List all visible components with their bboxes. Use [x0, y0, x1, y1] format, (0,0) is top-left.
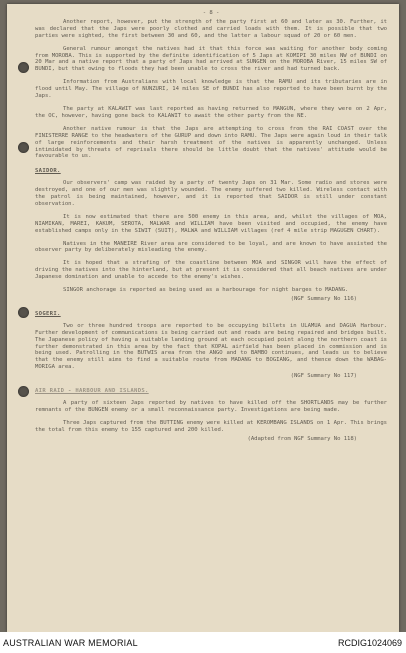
paragraph: Our observers' camp was raided by a party of twenty Japs on 31 Mar. Some radio and stores were destroyed, and one of our men was slightly wounded. The enemy suffered two killed. Wireless contact with the patrol is being maintained, however, and it is reported that SAIDOR is still under constant observation. [35, 180, 387, 207]
page-number: - 8 - [202, 10, 220, 16]
paragraph: Another report, however, put the strength of the party first at 60 and later as 30. Further, it was declared that the Japs were poorly clothed and carried loads with them. It is possible that two parties were sighted, the first between 30 and 60, and the latter a labour squad of 20 or 60 men. [35, 18, 387, 39]
paragraph: General rumour amongst the natives had it that this force was waiting for another body coming from MOROBA. This is supported by the definite identification of 5 Japs at KOMIPI 30 miles NW of BUNDI on 20 Mar and a native report that a party of Japs had arrived at SUNGEN on the MOROBA River, 15 miles SW of BUNDI, but that owing to floods they had been unable to cross the river and had turned back. [35, 45, 387, 73]
paragraph: Information from Australians with local knowledge is that the RAMU and its tributaries are in flood until May. The village of NUNZURI, 14 miles SE of BUNDI has also reported to have been burnt by the Japs. [35, 79, 387, 100]
archive-footer [0, 632, 406, 653]
record-id-label: RCDIG1024069 [337, 638, 402, 648]
source-reference: (Adapted from NGF Summary No 118) [247, 435, 357, 442]
source-reference: (NGF Summary No 117) [290, 373, 357, 380]
punch-hole [18, 386, 29, 397]
source-reference: (NGF Summary No 116) [290, 296, 357, 302]
paragraph: It is now estimated that there are 500 enemy in this area, and, whilst the villages of MOA, NIAMIKAN, MAREI, KAKUM, SEROTA, MALWAR and WILLIAM have been visited and occupied, the enemy have established camps only in the SIWIT (SUIT), MALWA and WILLIAM villages (ref 4 mile strip MAGUGEN CHART). [35, 213, 387, 234]
paragraph: SINGOR anchorage is reported as being used as a harbourage for night barges to MADANG. [63, 287, 349, 294]
section-heading-saidor: SAIDOR. [35, 168, 61, 175]
document-page [7, 4, 399, 632]
punch-hole [18, 307, 29, 318]
paragraph: The party at KALAWIT was last reported as having returned to MANGUN, where they were on 2 Apr, the OC, however, having gone back to KALAWIT to await the other party from the NE. [35, 105, 387, 119]
section-heading-sogeri: SOGERI. [35, 310, 61, 317]
typed-text-body [35, 10, 387, 449]
paragraph: A party of sixteen Japs reported by natives to have killed off the SHORTLANDS may be further remnants of the BUNGEN enemy or a small reconnaissance party. Investigations are being made. [35, 399, 387, 413]
paragraph: Another native rumour is that the Japs are attempting to cross from the RAI COAST over the FINISTERRE RANGE to the headwaters of the GURUP and down into RAMU. The Japs were again loud in their talk of large reinforcements and their harsh treatment of the natives is apparently unchanged. Unless intimidated by threats of reprisals there should be little doubt that the natives' attitude would be favourable to us. [35, 125, 387, 160]
paragraph: It is hoped that a strafing of the coastline between MOA and SINGOR will have the effect of driving the natives into the hinterland, but at present it is considered that all beach natives are under Japanese domination and unable to accede to the enemy's wishes. [35, 260, 387, 281]
paragraph: Two or three hundred troops are reported to be occupying billets in ULAMUA and DAGUA Harbour. Further development of communications is being carried out and roads are being repaired and bridges built. The Japanese policy of having a suitable landing ground at each occupied point along the northern coast is further demonstrated in this area by the fact that KOPAL airfield has been placed in commission and is being used. Patrolling in the BUTWIS area from the ANGO and to BAMBO continues, and leads us to believe that the enemy still aims to find a suitable route from MADANG to BOGIANG, and thence down the WABAG-MORIGA area. [35, 322, 387, 371]
paragraph: Natives in the MANEIRE River area are considered to be loyal, and are known to have assisted the observer party by deliberately misleading the enemy. [35, 240, 387, 254]
section-heading-3: AIR RAID - HARBOUR AND ISLANDS. [35, 388, 149, 395]
punch-hole [18, 62, 29, 73]
punch-hole [18, 142, 29, 153]
archive-source-label: AUSTRALIAN WAR MEMORIAL [3, 638, 138, 648]
paragraph: Three Japs captured from the BUTTING enemy were killed at KEROMBANG ISLANDS on 1 Apr. This brings the total from this enemy to 155 captured and 200 killed. [35, 419, 387, 433]
